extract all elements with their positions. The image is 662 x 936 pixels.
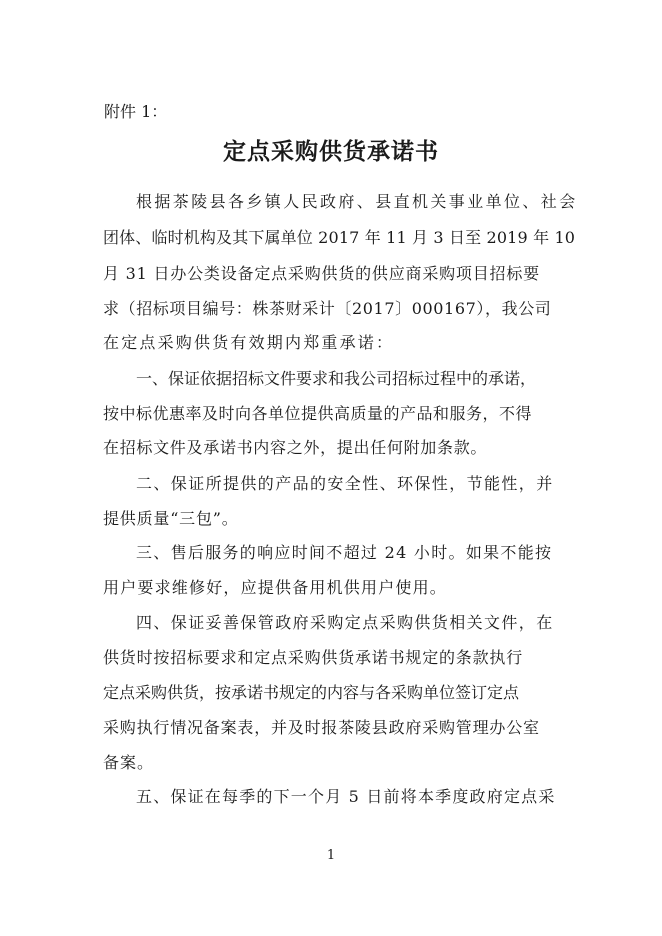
body-line: 提供质量“三包”。	[103, 509, 239, 528]
body-line: 备案。	[103, 753, 155, 772]
body-line: 五、保证在每季的下一个月 5 日前将本季度政府定点采	[136, 787, 556, 806]
body-line: 三、售后服务的响应时间不超过 24 小时。如果不能按	[136, 543, 553, 562]
body-line: 月 31 日办公类设备定点采购供货的供应商采购项目招标要	[103, 264, 540, 283]
body-line: 二、保证所提供的产品的安全性、环保性，节能性，并	[136, 474, 554, 493]
body-line: 供货时按招标要求和定点采购供货承诺书规定的条款执行	[103, 648, 524, 667]
body-line: 根据茶陵县各乡镇人民政府、县直机关事业单位、社会	[136, 192, 578, 211]
document-title: 定点采购供货承诺书	[223, 138, 439, 165]
body-line: 在招标文件及承诺书内容之外，提出任何附加条款。	[103, 438, 488, 457]
body-line: 团体、临时机构及其下属单位 2017 年 11 月 3 日至 2019 年 10	[103, 228, 576, 247]
body-line: 定点采购供货，按承诺书规定的内容与各采购单位签订定点	[103, 683, 520, 702]
attachment-label: 附件 1：	[104, 102, 168, 121]
body-line: 在定点采购供货有效期内郑重承诺：	[103, 333, 395, 352]
body-line: 求（招标项目编号：株茶财采计〔2017〕000167），我公司	[103, 299, 552, 318]
body-line: 按中标优惠率及时向各单位提供高质量的产品和服务，不得	[103, 404, 533, 423]
page-number: 1	[326, 848, 336, 863]
body-line: 四、保证妥善保管政府采购定点采购供货相关文件，在	[136, 613, 554, 632]
body-line: 用户要求维修好，应提供备用机供用户使用。	[103, 578, 448, 597]
body-line: 一、保证依据招标文件要求和我公司招标过程中的承诺，	[136, 369, 537, 388]
body-line: 采购执行情况备案表，并及时报茶陵县政府采购管理办公室	[103, 718, 540, 737]
